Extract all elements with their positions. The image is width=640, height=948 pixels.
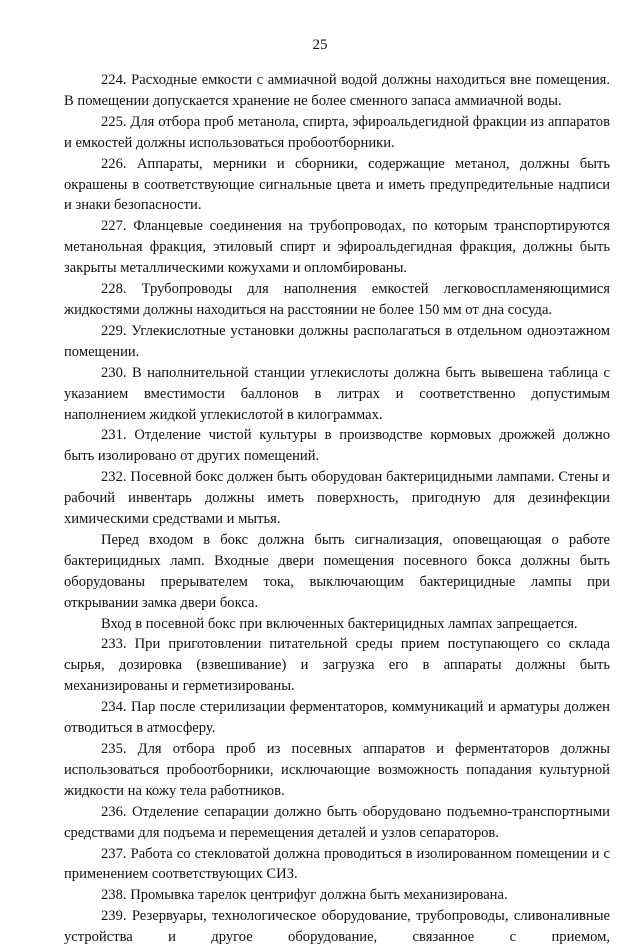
paragraph-224: 224. Расходные емкости с аммиачной водой должны находиться вне помещения. В помещении допускается хранение не более сменного запаса аммиачной воды. — [64, 72, 610, 109]
page-number: 25 — [312, 37, 328, 53]
paragraph-226: 226. Аппараты, мерники и сборники, содержащие метанол, должны быть окрашены в соответствующие сигнальные цвета и иметь предупредительные надписи и знаки безопасности. — [64, 155, 610, 214]
paragraph-225: 225. Для отбора проб метанола, спирта, эфироальдегидной фракции из аппаратов и емкостей должны использоваться пробоотборники. — [64, 113, 610, 151]
document-body — [64, 70, 610, 948]
paragraph-235: 235. Для отбора проб из посевных аппаратов и ферментаторов должны использоваться пробоотборники, исключающие возможность попадания культурной жидкости на кожу тела работников. — [64, 741, 610, 799]
paragraph-232: 232. Посевной бокс должен быть оборудован бактерицидными лампами. Стены и рабочий инвентарь должны иметь поверхность, пригодную для дезинфекции химическими средствами и мытья. — [64, 469, 610, 528]
paragraph-229: 229. Углекислотные установки должны располагаться в отдельном одноэтажном помещении. — [64, 322, 610, 360]
paragraph-232-signal: Перед входом в бокс должна быть сигнализация, оповещающая о работе бактерицидных ламп. Входные двери помещения посевного бокса должны быть оборудованы прерывателем тока, выключающим бактерицидные лампы при открывании замка двери бокса. — [64, 531, 610, 611]
paragraph-239: 239. Резервуары, технологическое оборудование, трубопроводы, сливоналивные устройства и другое оборудование, связанное с приемом, — [64, 908, 610, 946]
paragraph-236: 236. Отделение сепарации должно быть оборудовано подъемно-транспортными средствами для подъема и перемещения деталей и узлов сепараторов. — [64, 803, 610, 841]
paragraph-238: 238. Промывка тарелок центрифуг должна быть механизирована. — [101, 887, 508, 904]
paragraph-227: 227. Фланцевые соединения на трубопроводах, по которым транспортируются метанольная фракция, этиловый спирт и эфироальдегидная фракция, должны быть закрыты металлическими кожухами и опломбированы. — [64, 218, 610, 277]
paragraph-228: 228. Трубопроводы для наполнения емкостей легковоспламеняющимися жидкостями должны находиться на расстоянии не более 150 мм от дна сосуда. — [64, 281, 610, 318]
paragraph-233: 233. При приготовлении питательной среды прием поступающего со склада сырья, дозировка (взвешивание) и загрузка его в аппараты должны быть механизированы и герметизированы. — [64, 636, 610, 695]
paragraph-237: 237. Работа со стекловатой должна проводиться в изолированном помещении и с применением соответствующих СИЗ. — [64, 845, 610, 883]
paragraph-230: 230. В наполнительной станции углекислоты должна быть вывешена таблица с указанием вместимости баллонов в литрах и соответственно допустимым наполнением жидкой углекислотой в килограммах. — [64, 364, 610, 423]
paragraph-231: 231. Отделение чистой культуры в производстве кормовых дрожжей должно быть изолировано от других помещений. — [64, 427, 610, 465]
paragraph-234: 234. Пар после стерилизации ферментаторов, коммуникаций и арматуры должен отводиться в атмосферу. — [64, 699, 610, 737]
paragraph-232-entry: Вход в посевной бокс при включенных бактерицидных лампах запрещается. — [101, 615, 578, 632]
